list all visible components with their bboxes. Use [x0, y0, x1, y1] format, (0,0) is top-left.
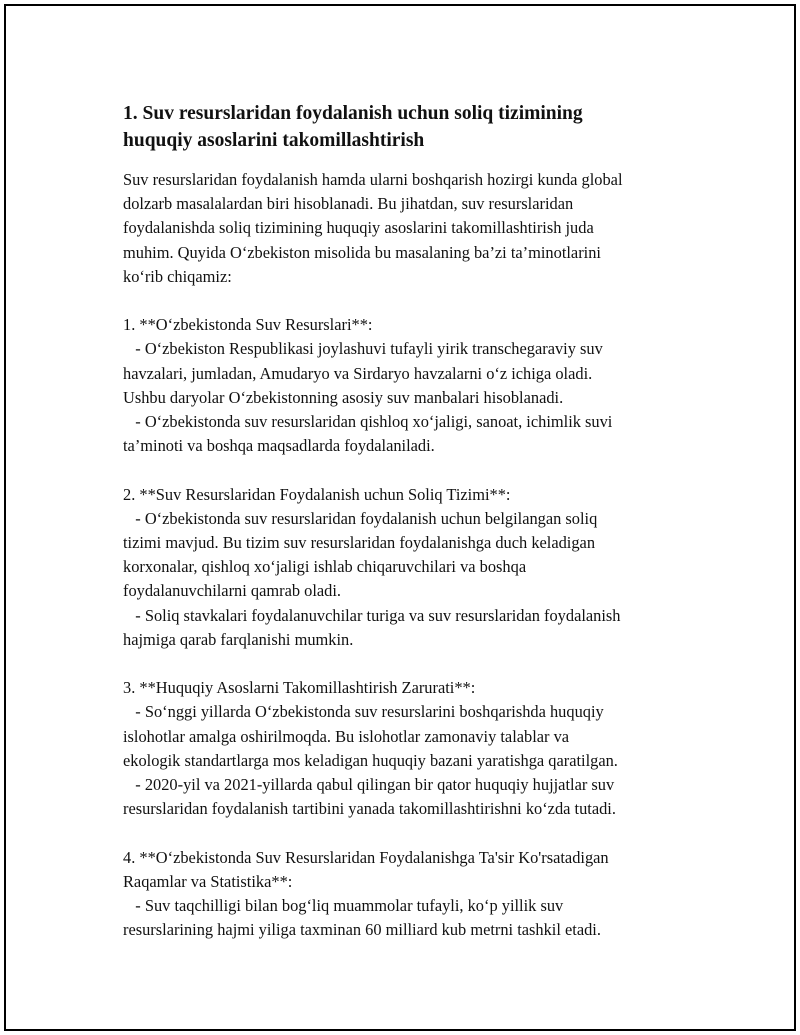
section-heading-line: 1. **O‘zbekistonda Suv Resurslari**: [123, 315, 373, 335]
section-heading-line: 3. **Huquqiy Asoslarni Takomillashtirish Zarurati**: [123, 678, 476, 698]
section-heading [123, 313, 703, 337]
page-frame [4, 4, 796, 1031]
document-content [123, 100, 703, 942]
text-line: - O‘zbekiston Respublikasi joylashuvi tufayli yirik transchegaraviy suv [123, 339, 603, 359]
section-3 [123, 676, 703, 821]
document-title [123, 100, 703, 154]
text-line: Ushbu daryolar O‘zbekistonning asosiy suv manbalari hisoblanadi. [123, 387, 564, 407]
section-heading [123, 483, 703, 507]
section-heading-line: 2. **Suv Resurslaridan Foydalanish uchun Soliq Tizimi**: [123, 484, 511, 504]
title-line: huquqiy asoslarini takomillashtirish [123, 130, 425, 151]
text-line: hajmiga qarab farqlanishi mumkin. [123, 629, 354, 649]
section-heading [123, 846, 703, 894]
text-line: - 2020-yil va 2021-yillarda qabul qilingan bir qator huquqiy hujjatlar suv [123, 775, 615, 795]
text-line: foydalanishda soliq tizimining huquqiy asoslarini takomillashtirish juda [123, 218, 594, 238]
bullet-item [123, 604, 703, 652]
section-2 [123, 483, 703, 652]
text-line: korxonalar, qishloq xo‘jaligi ishlab chiqaruvchilari va boshqa [123, 557, 527, 577]
text-line: - So‘nggi yillarda O‘zbekistonda suv resurslarini boshqarishda huquqiy [123, 702, 604, 722]
text-line: dolzarb masalalardan biri hisoblanadi. Bu jihatdan, suv resurslaridan [123, 194, 574, 214]
text-line: havzalari, jumladan, Amudaryo va Sirdaryo havzalarni o‘z ichiga oladi. [123, 363, 593, 383]
text-line: muhim. Quyida O‘zbekiston misolida bu masalaning ba’zi ta’minotlarini [123, 242, 601, 262]
bullet-item [123, 410, 703, 458]
text-line: islohotlar amalga oshirilmoqda. Bu islohotlar zamonaviy talablar va [123, 726, 570, 746]
text-line: Suv resurslaridan foydalanish hamda ularni boshqarish hozirgi kunda global [123, 170, 623, 189]
section-heading-line: Raqamlar va Statistika**: [123, 871, 293, 891]
section-4 [123, 846, 703, 943]
text-line: - Soliq stavkalari foydalanuvchilar turiga va suv resurslaridan foydalanish [123, 605, 621, 625]
text-line: resurslaridan foydalanish tartibini yanada takomillashtirishni ko‘zda tutadi. [123, 799, 616, 819]
text-line: foydalanuvchilarni qamrab oladi. [123, 581, 342, 601]
bullet-item [123, 700, 703, 773]
section-heading-line: 4. **O‘zbekistonda Suv Resurslaridan Foydalanishga Ta'sir Ko'rsatadigan [123, 847, 609, 867]
text-line: - Suv taqchilligi bilan bog‘liq muammolar tufayli, ko‘p yillik suv [123, 896, 564, 916]
title-line: 1. Suv resurslaridan foydalanish uchun soliq tizimining [123, 103, 583, 124]
bullet-item [123, 337, 703, 410]
text-line: resurslarining hajmi yiliga taxminan 60 milliard kub metrni tashkil etadi. [123, 920, 601, 940]
bullet-item [123, 773, 703, 821]
text-line: ekologik standartlarga mos keladigan huquqiy bazani yaratishga qaratilgan. [123, 750, 618, 770]
bullet-item [123, 507, 703, 604]
intro-paragraph [123, 168, 703, 289]
text-line: tizimi mavjud. Bu tizim suv resurslaridan foydalanishga duch keladigan [123, 533, 596, 553]
text-line: - O‘zbekistonda suv resurslaridan foydalanish uchun belgilangan soliq [123, 508, 598, 528]
text-line: - O‘zbekistonda suv resurslaridan qishloq xo‘jaligi, sanoat, ichimlik suvi [123, 412, 613, 432]
section-1 [123, 313, 703, 458]
bullet-item [123, 894, 703, 942]
text-line: ko‘rib chiqamiz: [123, 266, 232, 286]
text-line: ta’minoti va boshqa maqsadlarda foydalaniladi. [123, 436, 435, 456]
section-heading [123, 676, 703, 700]
